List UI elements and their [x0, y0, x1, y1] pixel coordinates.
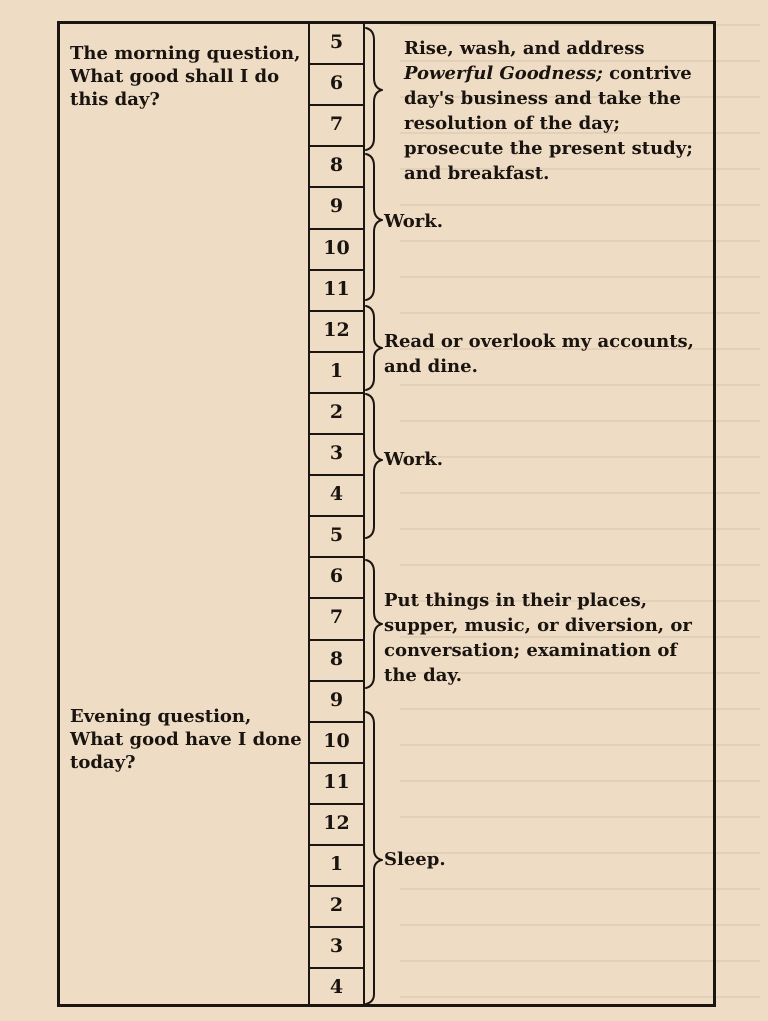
hour-cell: 4	[329, 483, 344, 506]
activity-evening: Put things in their places, supper, music, or diversion, or conversation; examination of the day.	[384, 590, 692, 686]
hour-cell: 1	[329, 359, 344, 382]
activity-work-afternoon: Work.	[384, 449, 443, 470]
hour-cell: 2	[329, 894, 344, 917]
brace-evening	[366, 560, 382, 688]
hour-cell: 11	[323, 770, 350, 793]
activity-noon: Read or overlook my accounts, and dine.	[384, 331, 694, 377]
activity-night: Sleep.	[384, 849, 446, 870]
hour-cell: 6	[329, 72, 344, 95]
brace-work-afternoon	[366, 394, 382, 538]
morning-question-line: What good shall I do	[70, 66, 280, 87]
activity-work-morning: Work.	[384, 211, 443, 232]
hour-cell: 2	[329, 400, 344, 423]
hour-cell: 1	[329, 853, 344, 875]
hour-cell: 7	[329, 113, 344, 136]
hour-cell: 10	[323, 729, 350, 752]
evening-question-line: What good have I done	[70, 729, 302, 750]
hour-cell: 8	[329, 154, 344, 177]
hour-cell: 7	[329, 606, 344, 629]
brace-night	[366, 712, 382, 1004]
brace-morning	[366, 28, 382, 150]
activity-morning-text-a: Rise, wash, and address	[404, 38, 645, 59]
hour-cell: 5	[329, 31, 344, 53]
activity-morning-italic: Powerful Goodness;	[404, 63, 603, 84]
hour-cell: 10	[323, 236, 350, 259]
hour-cell: 4	[329, 976, 344, 999]
activity-morning-text-b: contrive day's business and take the resolution of the day; prosecute the present study; and breakfast.	[404, 63, 693, 184]
hour-cell: 5	[329, 524, 344, 547]
brace-noon	[366, 306, 382, 390]
brace-work-morning	[366, 154, 382, 300]
hour-cell: 9	[329, 688, 344, 711]
hour-cell: 6	[329, 565, 344, 588]
hour-cell: 3	[329, 935, 344, 958]
evening-question-line: today?	[70, 752, 136, 773]
evening-question-line: Evening question,	[70, 706, 252, 727]
hour-cell: 9	[329, 195, 344, 218]
hour-cell: 12	[323, 318, 350, 341]
hour-cell: 8	[329, 647, 344, 670]
hour-cell: 3	[329, 442, 344, 464]
morning-question-line: The morning question,	[70, 43, 301, 64]
hour-cell: 12	[323, 811, 350, 834]
morning-question-line: this day?	[70, 89, 160, 110]
hour-cell: 11	[323, 277, 350, 300]
